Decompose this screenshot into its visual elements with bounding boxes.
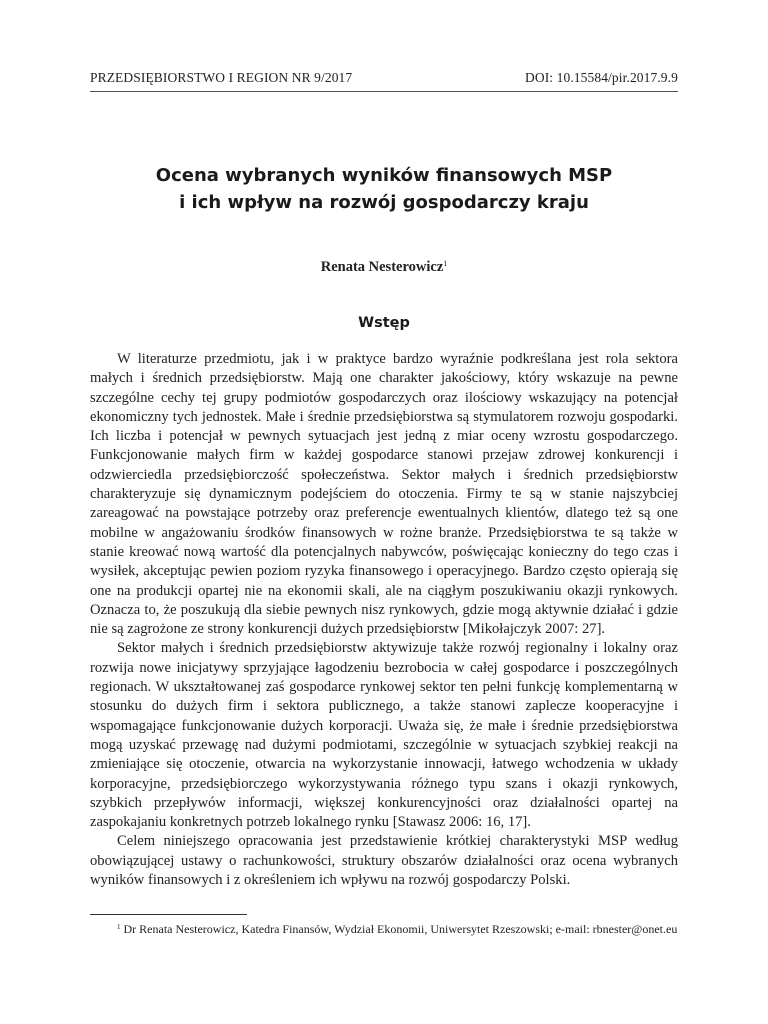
article-title (90, 162, 678, 216)
article-title-line-2: i ich wpływ na rozwój gospodarczy kraju (179, 192, 589, 213)
article-title-line-1: Ocena wybranych wyników finansowych MSP (155, 165, 613, 186)
author-name: Renata Nesterowicz (320, 259, 444, 275)
author-footnote-ref[interactable]: 1 (443, 259, 448, 268)
author-line (90, 259, 678, 276)
body-text (90, 350, 678, 890)
footnote-divider (90, 914, 247, 915)
doi-link[interactable]: DOI: 10.15584/pir.2017.9.9 (525, 70, 678, 85)
footnote-mark: 1 (117, 923, 121, 931)
paragraph-3: Celem niniejszego opracowania jest przedstawienie krótkiej charakterystyki MSP według obowiązującej ustawy o rachunkowości, struktury obszarów działalności oraz ocena wybranych wyników finansowych i z określeniem ich wpływu na rozwój gospodarczy Polski. (90, 833, 678, 889)
header-divider (90, 91, 678, 92)
journal-name: PRZEDSIĘBIORSTWO I REGION NR 9/2017 (90, 70, 353, 85)
paragraph-2: Sektor małych i średnich przedsiębiorstw aktywizuje także rozwój regionalny i lokalny oraz rozwija nowe inicjatywy sprzyjające łagodzeniu bezrobocia w całej gospodarce i poszczególnych regionach. W ukształtowanej zaś gospodarce rynkowej sektor ten pełni funkcję komplementarną w stosunku do dużych firm i sektora publicznego, a także stanowi zaplecze kooperacyjne i wspomagające funkcjonowanie dużych korporacji. Uważa się, że małe i średnie przedsiębiorstwa mogą uzyskać przewagę nad dużymi podmiotami, szczególnie w sytuacjach szybkiej reakcji na zmieniające się otoczenie, otwarcia na wykorzystanie innowacji, łatwego wchodzenia w układy korporacyjne, przedsiębiorczego wykorzystywania różnego typu szans i okazji rynkowych, szybkich przepływów informacji, większej konkurencyjności oraz działalności opartej na zaspokajaniu konkretnych potrzeb lokalnego rynku [Stawasz 2006: 16, 17]. (90, 640, 678, 831)
footnote (90, 919, 678, 938)
section-heading: Wstęp (358, 315, 410, 331)
footnote-text: Dr Renata Nesterowicz, Katedra Finansów, Wydział Ekonomii, Uniwersytet Rzeszowski; e-mail: rbnester@onet.eu (120, 922, 678, 936)
paragraph-1: W literaturze przedmiotu, jak i w praktyce bardzo wyraźnie podkreślana jest rola sektora małych i średnich przedsiębiorstw. Mają one charakter jakościowy, który wskazuje na pewne szczególne cechy tej grupy podmiotów gospodarczych oraz ilościowy wskazujący na potencjał ekonomiczny tych jednostek. Małe i średnie przedsiębiorstwa są stymulatorem rozwoju gospodarki. Ich liczba i potencjał w pewnych sytuacjach jest jedną z miar oceny wzrostu gospodarczego. Funkcjonowanie małych firm w każdej gospodarce stanowi przejaw zdrowej konkurencji i odzwierciedla przedsiębiorczość społeczeństwa. Sektor małych i średnich przedsiębiorstw charakteryzuje się dynamicznym podejściem do otoczenia. Firmy te są w stanie najszybciej zareagować na powstające potrzeby oraz preferencje ewentualnych klientów, dlatego też są one mobilne w angażowaniu środków finansowych w rożne branże. Przedsiębiorstwa te są także w stanie kreować nową wartość dla potencjalnych nabywców, poświęcając konieczny do tego czas i wysiłek, akceptując pewien poziom ryzyka finansowego i operacyjnego. Bardzo często opierają się one na produkcji opartej nie na ekonomii skali, ale na ciągłym poszukiwaniu okazji rynkowych. Oznacza to, że poszukują dla siebie pewnych nisz rynkowych, gdzie mogą aktywnie działać i gdzie nie są zagrożone ze strony konkurencji dużych przedsiębiorstw [Mikołajczyk 2007: 27]. (90, 351, 678, 638)
running-header (90, 70, 678, 86)
